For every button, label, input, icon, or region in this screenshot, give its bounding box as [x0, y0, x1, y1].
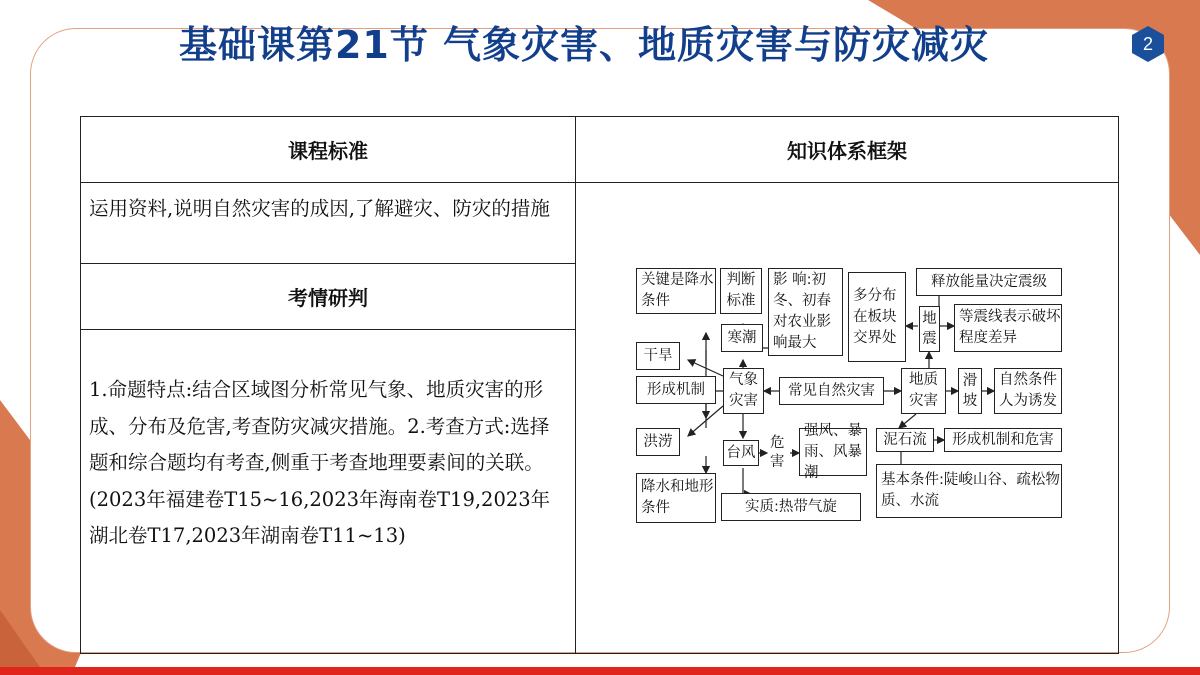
- diagram-box-geological-disaster: 地质灾害: [901, 368, 946, 414]
- diagram-box-landslide: 滑坡: [958, 368, 982, 414]
- diagram-box-energy: 释放能量决定震级: [916, 268, 1062, 296]
- diagram-box-basic-conditions: 基本条件:陡峻山谷、疏松物质、水流: [876, 464, 1062, 518]
- diagram-box-formation: 形成机制: [636, 376, 716, 404]
- course-table: [80, 116, 1119, 654]
- diagram-box-flood: 洪涝: [636, 428, 680, 456]
- diagram-box-influence: 影 响:初冬、初春对农业影响最大: [768, 268, 843, 356]
- diagram-box-cold-wave: 寒潮: [721, 324, 763, 352]
- diagram-box-common-disaster: 常见自然灾害: [779, 377, 884, 405]
- knowledge-diagram: [636, 268, 1068, 548]
- diagram-box-essence: 实质:热带气旋: [721, 493, 861, 521]
- diagram-label-harm: 危害: [770, 435, 785, 470]
- diagram-box-mechanism-harm: 形成机制和危害: [944, 428, 1062, 452]
- diagram-box-key-rain: 关键是降水条件: [636, 268, 716, 314]
- diagram-box-meteorological-disaster: 气象灾害: [723, 368, 764, 414]
- diagram-box-earthquake: 地震: [919, 306, 940, 352]
- diagram-box-rain-terrain: 降水和地形条件: [636, 473, 716, 523]
- course-standard-header: 课程标准: [81, 117, 576, 183]
- diagram-box-plate-distribution: 多分布在板块交界处: [848, 272, 906, 362]
- diagram-box-judge-standard: 判断标准: [720, 268, 762, 314]
- diagram-box-wind-rain: 强风、暴雨、风暴潮: [799, 428, 867, 476]
- diagram-box-isoseismal: 等震线表示破坏程度差异: [954, 304, 1062, 352]
- page-number-badge: [1128, 24, 1168, 64]
- knowledge-diagram-cell: [576, 183, 1119, 654]
- diagram-box-natural-human: 自然条件人为诱发: [994, 368, 1062, 414]
- diagram-box-typhoon: 台风: [723, 440, 759, 466]
- course-standard-text: 运用资料,说明自然灾害的成因,了解避灾、防灾的措施: [81, 183, 576, 264]
- bottom-bar: [0, 667, 1200, 675]
- exam-analysis-header: 考情研判: [81, 264, 576, 330]
- page-number: 2: [1142, 34, 1153, 54]
- diagram-box-debris-flow: 泥石流: [876, 428, 934, 452]
- slide-title: 基础课第21节 气象灾害、地质灾害与防灾减灾: [178, 23, 990, 67]
- exam-analysis-text: 1.命题特点:结合区域图分析常见气象、地质灾害的形成、分布及危害,考查防灾减灾措施。2.考查方式:选择题和综合题均有考查,侧重于考查地理要素间的关联。(2023年福建卷T15~16,2023年海南卷T19,2023年湖北卷T17,2023年湖南卷T11~13): [81, 330, 576, 654]
- diagram-box-drought: 干旱: [636, 342, 680, 370]
- knowledge-framework-header: 知识体系框架: [576, 117, 1119, 183]
